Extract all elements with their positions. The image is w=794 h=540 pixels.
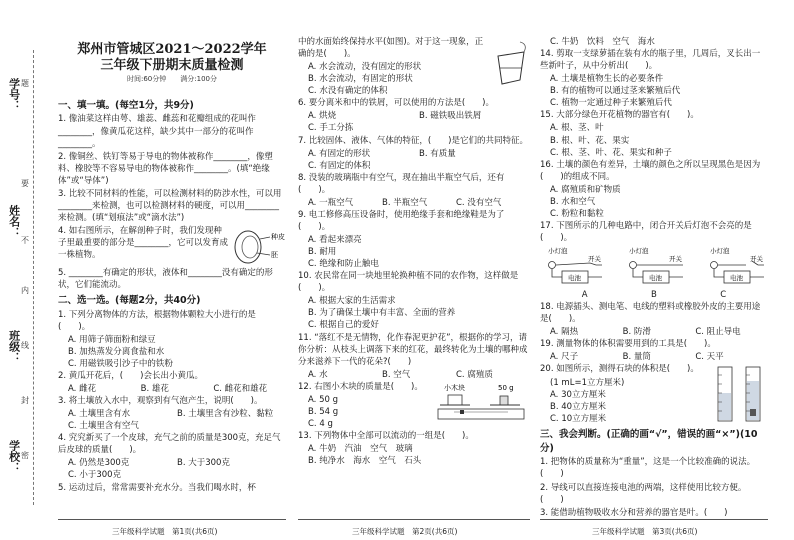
option-letter: A: [581, 290, 588, 301]
seed-label-coat: 种皮: [271, 233, 285, 242]
footer-rule: [58, 519, 286, 520]
question: 4. 究究新买了一个皮球，充气之前的质量是300克，充足气后皮球的质量( )。: [58, 433, 281, 456]
section2-title: 二、选一选。(每题2分，共40分): [58, 295, 201, 307]
option: B. 40立方厘米: [550, 401, 607, 412]
name-field[interactable]: [6, 205, 22, 238]
option: C. 雌花和雄花: [213, 384, 268, 395]
section3-title: 三、我会判断。(正确的画“√”，错误的画“×”)(10分): [540, 429, 758, 454]
option: A. 腐殖质和矿物质: [550, 184, 621, 195]
question: 5. ________有确定的形状，液体和________没有确定的形状，它们能流动。: [58, 268, 273, 291]
exam-title-line2: 三年级下册期末质量检测: [100, 58, 244, 73]
option: B. 雄花: [140, 384, 169, 395]
option-row: [58, 457, 286, 469]
circuit-c: [706, 245, 764, 289]
question: 16. 土壤的颜色有差异，土壤的颜色之所以呈现黑色是因为( )的组成不同。: [540, 159, 761, 182]
option: A. 尺子: [550, 352, 579, 363]
question: 20. 如图所示，测得石块的体积是( )。: [540, 364, 699, 375]
option-letter: C: [720, 290, 727, 301]
option: C. 腐殖质: [456, 369, 493, 380]
question: 8. 没装的玻璃瓶中有空气，现在抽出半瓶空气后，还有( )。: [298, 172, 505, 195]
battery-label: 电池: [730, 274, 743, 283]
option: C. 植物一定通过种子来繁殖后代: [550, 98, 672, 109]
circuit-a: [544, 245, 602, 289]
question: 18. 电源插头、测电笔、电线的塑料或橡胶外皮的主要用途是( )。: [540, 302, 761, 325]
option: C. 粉粒和黏粒: [550, 208, 604, 219]
question: 7. 比较固体、液体、气体的特征，( )是它们的共同特征。: [298, 135, 528, 146]
binding-margin: [0, 0, 40, 540]
option-row: [298, 148, 530, 160]
cut-char: 封: [21, 396, 29, 405]
option: B. 有质量: [419, 148, 456, 159]
question: 2. 导线可以直接连接电池的两端，这样使用比较方便。( ): [540, 482, 747, 505]
option: C. 4 g: [308, 418, 333, 429]
question: 11. “落红不是无情物，化作春泥更护花”，根据你的学习，请你分析：从枝头上调落下来的红花，最终转化为土壤的哪种成分来滋养下一代的花朵?( ): [298, 332, 528, 367]
option-row: [540, 326, 768, 338]
class-label: 班级：: [7, 330, 21, 363]
page-footer-2: 三年级科学试题 第2页(共6页): [352, 527, 458, 536]
measuring-cylinders-figure: [712, 363, 768, 425]
question: 1. 像油菜这样由萼、雄蕊、雌蕊和花瓣组成的花叫作________，像黄瓜花这样，缺少其中一部分的花叫作________。: [58, 114, 256, 149]
page-footer-3: 三年级科学试题 第3页(共6页): [592, 527, 698, 536]
student-number-field[interactable]: [6, 78, 22, 111]
exam-title-line1: 郑州市管城区2021～2022学年: [77, 42, 267, 57]
school-field[interactable]: [6, 440, 22, 473]
switch-label: 开关: [750, 255, 763, 264]
seed-diagram: [230, 225, 286, 267]
bulb-label: 小灯泡: [710, 247, 730, 256]
bulb-label: 小灯泡: [548, 247, 568, 256]
question: 3. 将土壤放入水中，观察到有气泡产生，说明( )。: [58, 396, 263, 407]
question: 3. 能借助植物吸收水分和营养的器官是叶。( ): [540, 507, 728, 518]
scale-label-block: 小木块: [444, 383, 465, 392]
cut-char: 不: [21, 236, 29, 245]
question: 19. 测量物体的体积需要用到的工具是( )。: [540, 339, 716, 350]
option: B. 空气: [382, 369, 411, 380]
scale-label-weight: 50 g: [498, 383, 514, 392]
page-column-1: [58, 96, 286, 495]
option: B. 防滑: [622, 327, 651, 338]
question: 13. 下列物体中全部可以流动的一组是( )。: [298, 431, 474, 441]
cut-char: 要: [21, 179, 29, 188]
footer-rule: [540, 519, 768, 520]
option: C. 牛奶 饮料 空气 海水: [550, 37, 655, 47]
option-row: [298, 110, 530, 122]
option: C. 根、茎、叶、花、果实和种子: [550, 147, 672, 158]
bulb-label: 小灯泡: [629, 247, 649, 256]
question: 1. 把物体的质量称为“重量”，这是一个比较准确的说法。( ): [540, 457, 756, 480]
option: B. 纯净水 海水 空气 石头: [308, 456, 422, 467]
option-row: [58, 408, 286, 420]
question: 9. 电工修修高压设备时，使用绝缘手套和绝缘鞋是为了( )。: [298, 209, 505, 232]
question: 1. 下列分离物体的方法，根据物体颗粒大小进行的是( )。: [58, 309, 256, 332]
cut-char: 线: [21, 341, 29, 350]
question: 3. 比较不同材料的性能，可以检测材料的防涉水性，可以用________来检测，也可以检测材料的硬度，可以用________来检测。(填“划痕法”或“滴水法”): [58, 188, 282, 223]
option: A. 30立方厘米: [550, 389, 606, 400]
option: B. 水和空气: [550, 196, 596, 207]
circuit-b: [625, 245, 683, 289]
battery-label: 电池: [649, 274, 662, 283]
option: A. 根、茎、叶: [550, 123, 604, 134]
option-letter: B: [651, 290, 657, 301]
section1-title: 一、填一填。(每空1分，共9分): [58, 100, 194, 111]
option: B. 大于300克: [177, 458, 230, 469]
student-number-label: 学号：: [7, 78, 21, 111]
seed-label-embryo: 胚: [271, 251, 278, 260]
option: B. 54 g: [308, 406, 339, 417]
question: 5. 运动过后，常常需要补充水分。当我们喝水时，杯: [58, 482, 256, 493]
question: 2. 像铜丝、铁钉等易于导电的物体被称作________，像塑料、橡胶等不容易导电的物体被称作________。(填“绝缘体”或“导体”): [58, 151, 273, 186]
option: A. 用筛子筛面粉和绿豆: [68, 334, 156, 345]
option: C. 用磁铁吸引沙子中的铁粉: [68, 358, 173, 369]
page-footer-1: 三年级科学试题 第1页(共6页): [112, 527, 218, 536]
option: A. 仍然是300克: [68, 458, 130, 469]
option: A. 一瓶空气: [308, 197, 354, 208]
option-row: [298, 369, 530, 381]
option: C. 10立方厘米: [550, 413, 607, 424]
battery-label: 电池: [568, 274, 581, 283]
option: B. 量筒: [622, 352, 651, 363]
unit-note: (1 mL=1立方厘米): [550, 377, 625, 388]
exam-info: 时间:60分钟 满分:100分: [127, 75, 217, 83]
option: B. 耐用: [308, 247, 337, 258]
option: A. 隔热: [550, 327, 579, 338]
option: A. 看起来漂亮: [308, 235, 362, 245]
option: B. 磁铁吸出铁屑: [419, 111, 482, 122]
option: A. 土壤是植物生长的必要条件: [550, 74, 664, 85]
page-column-2: [298, 36, 530, 467]
exam-title-box: [60, 42, 284, 95]
option: B. 有的植物可以通过茎来繁殖后代: [550, 86, 681, 97]
footer-rule: [298, 519, 530, 520]
option: C. 绝缘和防止触电: [308, 259, 379, 270]
question: 12. 右图小木块的质量是( )。: [298, 381, 423, 392]
question: 17. 下图所示的几种电路中，闭合开关后灯泡不会亮的是( )。: [540, 220, 752, 243]
option: A. 水会流动，没有固定的形状: [308, 62, 422, 73]
option-row: [540, 351, 768, 363]
option: B. 水会流动，有固定的形状: [308, 74, 413, 85]
question: 15. 大部分绿色开花植物的器官有( )。: [540, 110, 699, 121]
balance-scale-figure: [434, 381, 530, 425]
option: C. 水没有确定的体积: [308, 86, 388, 97]
switch-label: 开关: [669, 255, 682, 264]
option: B. 为了确保土壤中有丰富、全面的营养: [308, 308, 456, 319]
switch-label: 开关: [588, 255, 601, 264]
circuit-diagrams: [540, 245, 768, 289]
option: C. 小于300克: [68, 470, 122, 481]
option: C. 有固定的体积: [308, 160, 371, 171]
option: C. 手工分拣: [308, 123, 354, 134]
option: A. 雌花: [68, 384, 97, 395]
option: A. 50 g: [308, 394, 338, 405]
class-field[interactable]: [6, 330, 22, 363]
option: A. 根据大家的生活需求: [308, 296, 396, 307]
question: 6. 要分离米和中的铁屑，可以使用的方法是( )。: [298, 98, 494, 109]
option: A. 牛奶 汽油 空气 玻璃: [308, 444, 413, 455]
option: B. 土壤里含有沙粒、黏粒: [177, 409, 274, 420]
circuit-option-letters: [540, 289, 768, 301]
option: B. 加热蒸发分离食盐和水: [68, 346, 165, 357]
option: C. 土壤里含有空气: [68, 421, 139, 432]
option-row: [298, 197, 530, 209]
question: 14. 剪取一支绿萝插在装有水的瓶子里，几周后，叉长出一些新叶子，从中分析出( )。: [540, 49, 761, 72]
question: 中的水面始终保持水平(如图)。对于这一现象，正确的是( )。: [298, 37, 484, 60]
option: C. 天平: [695, 352, 724, 363]
cut-char: 内: [21, 286, 29, 295]
option: A. 土壤里含有水: [68, 409, 131, 420]
option: A. 烘烧: [308, 111, 337, 122]
option-row: [58, 383, 286, 395]
school-label: 学校：: [7, 440, 21, 473]
option: A. 有固定的形状: [308, 148, 371, 159]
option: C. 没有空气: [456, 197, 502, 208]
cut-char: 题: [21, 79, 29, 88]
name-label: 姓名：: [7, 205, 21, 238]
binding-dashed-line: [33, 50, 34, 505]
question: 4. 如右图所示，在解剖种子时，我们发现种子里最重要的部分是________，它可以发育成一株植物。: [58, 226, 229, 261]
option: B. 半瓶空气: [382, 197, 428, 208]
cup-figure: [490, 36, 530, 88]
cut-char: 密: [21, 451, 29, 460]
question: 2. 黄瓜开花后，( )会长出小黄瓜。: [58, 370, 203, 381]
page-column-3: [540, 36, 768, 520]
option: C. 阻止导电: [695, 327, 741, 338]
option: A. 水: [308, 369, 328, 380]
option: B. 根、叶、花、果实: [550, 135, 630, 146]
option: C. 根据自己的爱好: [308, 320, 379, 331]
question: 10. 农民常在同一块地里轮换种植不同的农作物，这样做是( )。: [298, 271, 519, 294]
